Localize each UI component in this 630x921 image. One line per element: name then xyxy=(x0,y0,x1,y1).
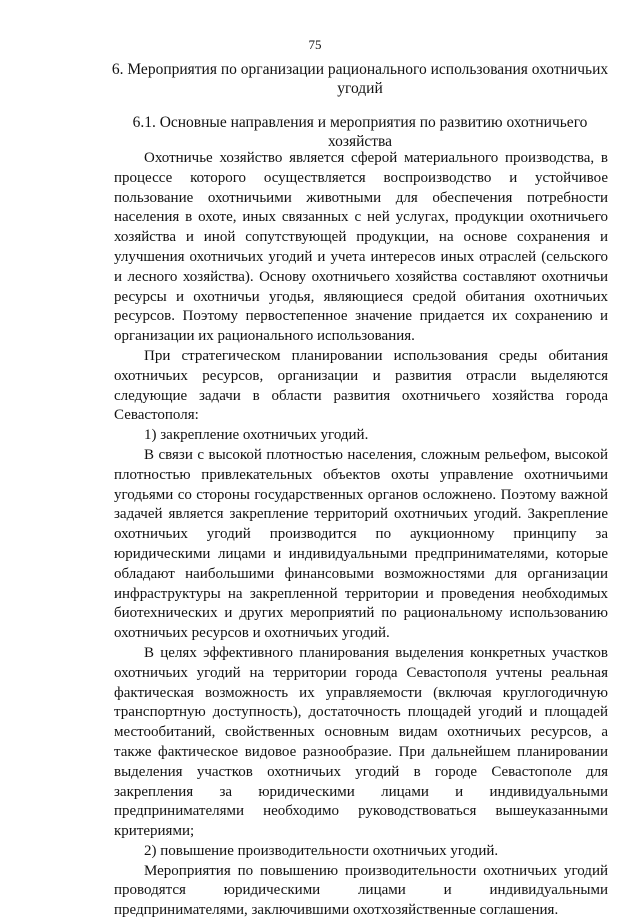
list-item: 1) закрепление охотничьих угодий. xyxy=(144,427,369,444)
document-body xyxy=(114,149,608,921)
subsection-title: 6.1. Основные направления и мероприятия по развитию охотничьего хозяйства xyxy=(132,114,588,150)
paragraph: Охотничье хозяйство является сферой материального производства, в процессе которого осуществляется воспроизводство и устойчивое пользование охотничьими животными для обеспечения потребности населения в охоте, иных связанных с ней услугах, продукции охотничьего хозяйства и иной сопутствующей продукции, на основе сохранения и улучшения охотничьих угодий и учета интересов иных отраслей (сельского и лесного хозяйства). Основу охотничьего хозяйства составляют охотничьи ресурсы и охотничьи угодья, являющиеся средой обитания охотничьих ресурсов. Поэтому первостепенное значение придается их сохранению и организации их рационального использования. xyxy=(114,150,608,345)
page-number: 75 xyxy=(308,37,322,52)
paragraph: При стратегическом планировании использования среды обитания охотничьих ресурсов, организации и развития отрасли выделяются следующие задачи в области развития охотничьего хозяйства города Севастополя: xyxy=(114,347,608,424)
paragraph: В целях эффективного планирования выделения конкретных участков охотничьих угодий на территории города Севастополя учтены реальная фактическая возможность их управляемости (включая круглогодичную транспортную доступность), достаточность площадей угодий и площадей местообитаний, свойственных основным видам охотничьих ресурсов, а также фактическое видовое разнообразие. При дальнейшем планировании выделения участков охотничьих угодий в городе Севастополе для закрепления за юридическими лицами и индивидуальными предпринимателями необходимо руководствоваться вышеуказанными критериями; xyxy=(114,644,608,840)
paragraph: В связи с высокой плотностью населения, сложным рельефом, высокой плотностью привлекательных объектов охоты управление охотничьими угодьями со стороны государственных органов осложнено. Поэтому важной задачей является закрепление территорий охотничьих угодий. Закрепление охотничьих угодий производится по аукционному принципу за юридическими лицами и индивидуальными предпринимателями, которые обладают наибольшими финансовыми возможностями для организации инфраструктуры на закрепленной территории и проведения необходимых биотехнических и других мероприятий по рациональному использованию охотничьих ресурсов и охотничьих угодий. xyxy=(114,446,608,642)
section-title: 6. Мероприятия по организации рационального использования охотничьих угодий xyxy=(111,61,609,97)
paragraph: Мероприятия по повышению производительности охотничьих угодий проводятся юридическими лицами и индивидуальными предпринимателями, заключившими охотхозяйственные соглашения. xyxy=(114,862,608,919)
list-item: 2) повышение производительности охотничьих угодий. xyxy=(144,842,499,859)
